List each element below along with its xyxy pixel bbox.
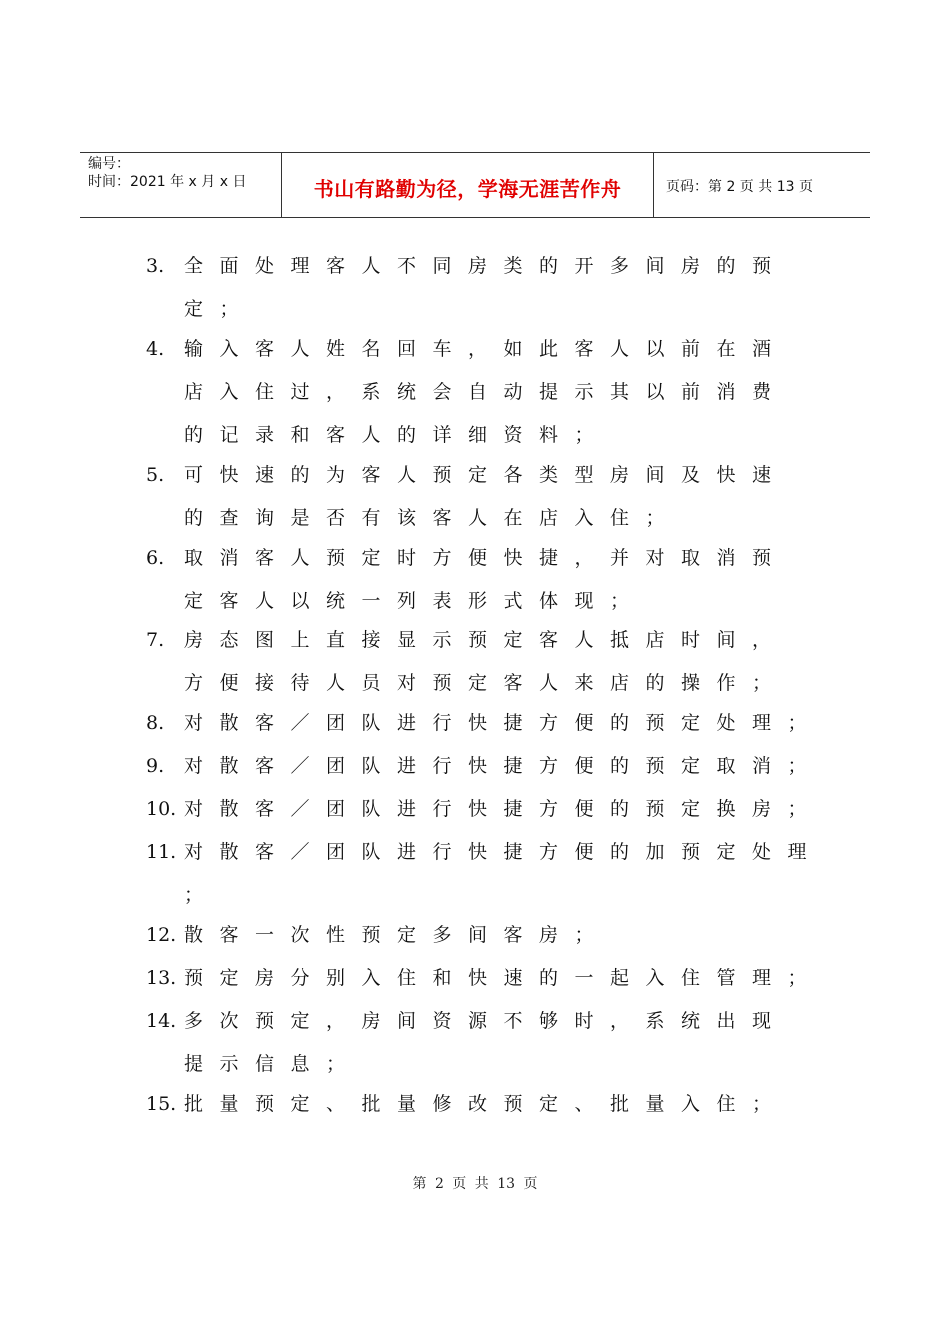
list-item-number: 6. — [146, 547, 165, 569]
list-item-text: 定客人以统一列表形式体现； — [184, 590, 646, 612]
list-item — [146, 923, 806, 947]
list-item-text: 批量预定、批量修改预定、批量入住； — [184, 1093, 788, 1115]
document-time: 时间：2021 年 x 月 x 日 — [88, 174, 247, 190]
document-number: 编号： — [88, 156, 130, 172]
list-item-number: 3. — [146, 255, 165, 277]
list-item-text: 对散客／团队进行快捷方便的加预定处理 — [184, 841, 824, 863]
list-item-number: 12. — [146, 924, 177, 946]
list-item-text: 房态图上直接显示预定客人抵店时间， — [184, 629, 788, 651]
list-item-number: 5. — [146, 464, 165, 486]
list-item-text: ； — [184, 884, 220, 906]
list-item-number: 15. — [146, 1093, 177, 1115]
list-item-continuation — [146, 671, 844, 695]
list-item-text: 方便接待人员对预定客人来店的操作； — [184, 672, 788, 694]
page-footer: 第 2 页 共 13 页 — [412, 1176, 538, 1192]
list-item-continuation — [146, 589, 844, 613]
list-item — [146, 628, 806, 652]
list-item-continuation — [146, 883, 844, 907]
motto: 书山有路勤为径，学海无涯苦作舟 — [313, 177, 622, 201]
list-item-continuation — [146, 506, 844, 530]
list-item — [146, 966, 824, 990]
list-item-text: 取消客人预定时方便快捷，并对取消预 — [184, 547, 788, 569]
list-item — [146, 254, 806, 278]
list-item-number: 13. — [146, 967, 177, 989]
list-item-number: 11. — [146, 841, 177, 863]
list-item — [146, 797, 824, 821]
list-item — [146, 546, 806, 570]
list-item-text: 预定房分别入住和快速的一起入住管理； — [184, 967, 824, 989]
list-item-text: 对散客／团队进行快捷方便的预定取消； — [184, 755, 824, 777]
list-item-text: 输入客人姓名回车，如此客人以前在酒 — [184, 338, 788, 360]
list-item-text: 提示信息； — [184, 1053, 362, 1075]
list-item — [146, 754, 824, 778]
list-item-number: 8. — [146, 712, 165, 734]
list-item-text: 可快速的为客人预定各类型房间及快速 — [184, 464, 788, 486]
list-item-text: 的查询是否有该客人在店入住； — [184, 507, 682, 529]
list-item — [146, 337, 806, 361]
list-item-text: 的记录和客人的详细资料； — [184, 424, 611, 446]
list-item — [146, 840, 824, 864]
list-item-number: 4. — [146, 338, 165, 360]
list-item — [146, 1092, 806, 1116]
page-info: 页码：第 2 页 共 13 页 — [666, 179, 813, 195]
list-item-text: 对散客／团队进行快捷方便的预定处理； — [184, 712, 824, 734]
list-item-text: 多次预定，房间资源不够时，系统出现 — [184, 1010, 788, 1032]
list-item-continuation — [146, 380, 844, 404]
list-item-number: 14. — [146, 1010, 177, 1032]
list-item-number: 10. — [146, 798, 177, 820]
list-item-continuation — [146, 1052, 844, 1076]
list-item-number: 9. — [146, 755, 165, 777]
list-item-text: 店入住过，系统会自动提示其以前消费 — [184, 381, 788, 403]
list-item — [146, 1009, 806, 1033]
list-item-text: 散客一次性预定多间客房； — [184, 924, 611, 946]
list-item-text: 对散客／团队进行快捷方便的预定换房； — [184, 798, 824, 820]
list-item — [146, 463, 806, 487]
list-item-text: 定； — [184, 298, 256, 320]
list-item-continuation — [146, 297, 844, 321]
list-item-continuation — [146, 423, 844, 447]
list-item-text: 全面处理客人不同房类的开多间房的预 — [184, 255, 788, 277]
list-item-number: 7. — [146, 629, 165, 651]
list-item — [146, 711, 824, 735]
